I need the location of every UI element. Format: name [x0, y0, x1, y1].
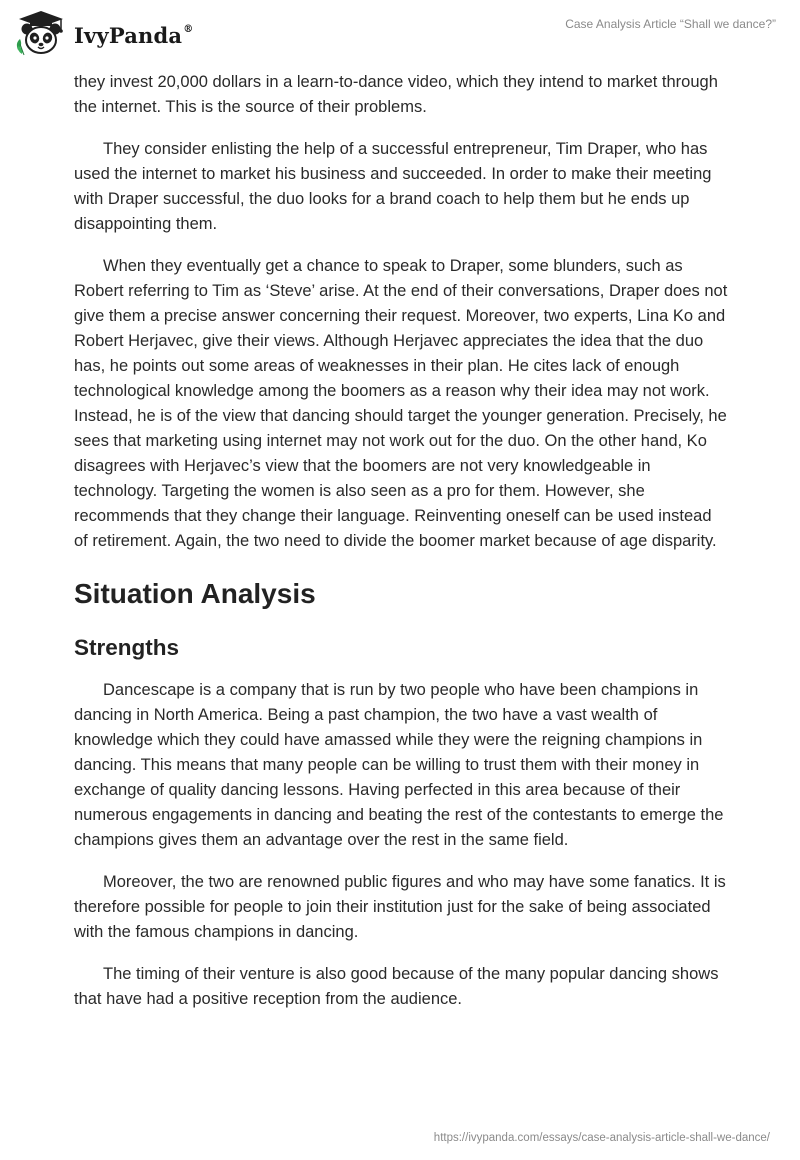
ivypanda-logo[interactable] [14, 10, 193, 56]
document-title: Case Analysis Article “Shall we dance?” [565, 17, 776, 31]
source-url-link[interactable]: https://ivypanda.com/essays/case-analysis-article-shall-we-dance/ [433, 1132, 770, 1144]
paragraph: Dancescape is a company that is run by two people who have been champions in dancing in North America. Being a past champion, the two have a vast wealth of knowledge which they could have amassed while they were the reigning champions in dancing. This means that many people can be willing to trust them with their money in exchange of quality dancing lessons. Having perfected in this area because of their numerous engagements in dancing and beating the rest of the contestants to emerge the champions gives them an advantage over the rest in the same field. [74, 681, 724, 849]
subsection-heading: Strengths [74, 635, 180, 660]
paragraph: They consider enlisting the help of a successful entrepreneur, Tim Draper, who has used the internet to market his business and succeeded. In order to make their meeting with Draper successful, the duo looks for a brand coach to help them but he ends up disappointing them. [74, 140, 712, 233]
paragraph-continuation: they invest 20,000 dollars in a learn-to-dance video, which they intend to market through the internet. This is the source of their problems. [74, 73, 718, 116]
panda-graduate-icon [14, 10, 68, 56]
paragraph: The timing of their venture is also good because of the many popular dancing shows that have had a positive reception from the audience. [74, 965, 719, 1008]
paragraph: Moreover, the two are renowned public figures and who may have some fanatics. It is therefore possible for people to join their institution just for the sake of being associated with the famous champions in dancing. [74, 873, 726, 941]
article-body [74, 70, 728, 1012]
section-heading: Situation Analysis [74, 578, 316, 609]
paragraph: When they eventually get a chance to speak to Draper, some blunders, such as Robert referring to Tim as ‘Steve’ arise. At the end of their conversations, Draper does not give them a precise answer concerning their request. Moreover, two experts, Lina Ko and Robert Herjavec, give their views. Although Herjavec appreciates the idea that the duo has, he points out some areas of weaknesses in their plan. He cites lack of enough technological knowledge among the boomers as a reason why their idea may not work. Instead, he is of the view that dancing should target the younger generation. Precisely, he sees that marketing using internet may not work out for the duo. On the other hand, Ko disagrees with Herjavec’s view that the boomers are not very knowledgeable in technology. Targeting the women is also seen as a pro for them. However, she recommends that they change their language. Reinventing oneself can be used instead of retirement. Again, the two need to divide the boomer market because of age disparity. [74, 257, 728, 550]
registered-mark: ® [183, 23, 194, 35]
logo-wordmark: IvyPanda® [74, 22, 194, 48]
page-header [0, 0, 800, 70]
